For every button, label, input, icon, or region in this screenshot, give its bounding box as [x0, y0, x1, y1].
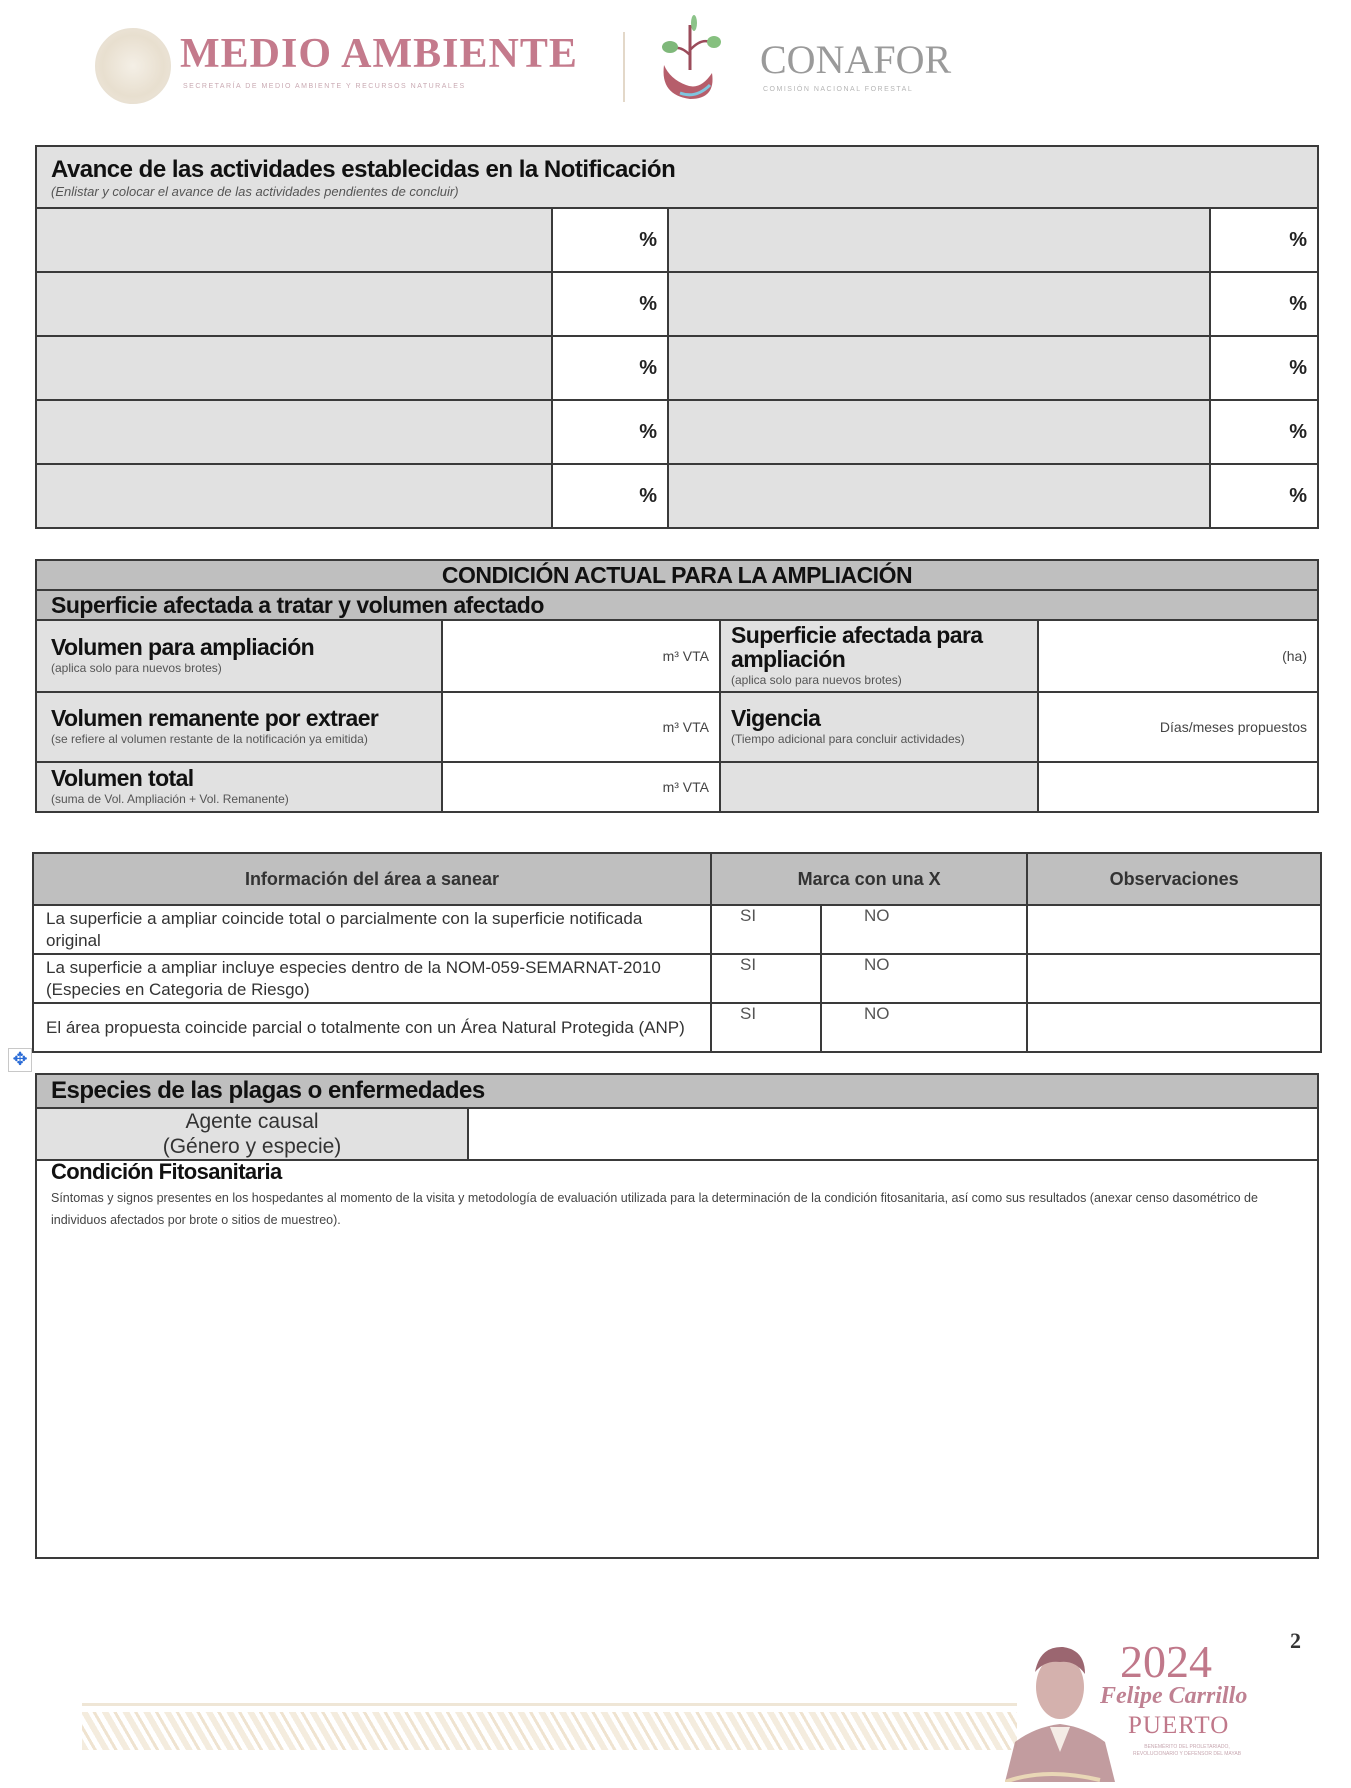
activity-input[interactable] [668, 336, 1210, 400]
vigencia-input[interactable] [1038, 692, 1318, 762]
condicion-subheader [36, 590, 1318, 620]
condicion-row [36, 620, 1318, 692]
condicion-fitosanitaria-cell[interactable] [36, 1160, 1318, 1558]
logo-divider [623, 32, 625, 102]
no-checkbox[interactable]: NO [821, 954, 1027, 1003]
percent-input[interactable]: % [552, 208, 668, 272]
avance-table [35, 145, 1319, 529]
footer-decorative-pattern [82, 1712, 1017, 1750]
condicion-row [36, 692, 1318, 762]
unit-label: (ha) [1282, 648, 1307, 664]
condicion-fitosanitaria-desc: Síntomas y signos presentes en los hospedantes al momento de la visita y metodología de evaluación utilizada para la determinación de la condición fitosanitaria, así como sus resultados (anexar censo dasométrico de individuos afectados por brote o sitios de muestreo). [51, 1191, 1258, 1227]
avance-title: Avance de las actividades establecidas en la Notificación [51, 155, 676, 183]
info-text: La superficie a ampliar incluye especies dentro de la NOM-059-SEMARNAT-2010 (Especies en Categoria de Riesgo) [33, 954, 711, 1003]
page-number: 2 [1290, 1628, 1301, 1653]
header-mark: Marca con una X [711, 853, 1027, 905]
conafor-tree-icon [650, 15, 730, 105]
activity-input[interactable] [36, 208, 552, 272]
field-label: Volumen total [51, 765, 194, 791]
label-cell [36, 762, 442, 812]
field-note: (Tiempo adicional para concluir actividades) [731, 732, 965, 746]
label-cell [36, 692, 442, 762]
info-row [33, 954, 1321, 1003]
volumen-ampliacion-input[interactable] [442, 620, 720, 692]
percent-input[interactable]: % [552, 464, 668, 528]
avance-subtitle: (Enlistar y colocar el avance de las actividades pendientes de concluir) [51, 183, 459, 199]
footer-divider [82, 1703, 1017, 1706]
especies-table [35, 1073, 1319, 1559]
national-seal-icon [95, 28, 171, 104]
year-2024-logo: 2024 [1120, 1636, 1212, 1687]
percent-input[interactable]: % [1210, 272, 1318, 336]
especies-header [36, 1074, 1318, 1108]
si-checkbox[interactable]: SI [711, 954, 821, 1003]
percent-input[interactable]: % [552, 400, 668, 464]
unit-label: m³ VTA [662, 648, 709, 664]
observaciones-input[interactable] [1027, 954, 1321, 1003]
activity-input[interactable] [668, 208, 1210, 272]
conafor-logo-title: CONAFOR [760, 37, 952, 82]
no-checkbox[interactable]: NO [821, 905, 1027, 954]
portrait-icon [1005, 1632, 1115, 1782]
activity-input[interactable] [36, 272, 552, 336]
field-note: (se refiere al volumen restante de la notificación ya emitida) [51, 732, 368, 746]
no-checkbox[interactable]: NO [821, 1003, 1027, 1052]
condicion-row [36, 762, 1318, 812]
page-header [95, 10, 995, 100]
observaciones-input[interactable] [1027, 1003, 1321, 1052]
puerto-title: PUERTO [1128, 1712, 1230, 1739]
agente-causal-label-line1: Agente causal [185, 1110, 319, 1133]
info-row [33, 1003, 1321, 1052]
agente-causal-label-line2: (Género y especie) [162, 1135, 342, 1158]
medio-ambiente-logo-subtitle: SECRETARÍA DE MEDIO AMBIENTE Y RECURSOS NATURALES [183, 83, 466, 90]
info-row [33, 905, 1321, 954]
agente-causal-input[interactable] [468, 1108, 1318, 1160]
activity-input[interactable] [36, 464, 552, 528]
label-cell [720, 692, 1038, 762]
info-text: El área propuesta coincide parcial o totalmente con un Área Natural Protegida (ANP) [33, 1003, 711, 1052]
activity-input[interactable] [668, 272, 1210, 336]
medio-ambiente-logo-title: MEDIO AMBIENTE [180, 31, 578, 77]
unit-label: Días/meses propuestos [1159, 719, 1307, 735]
field-note: (aplica solo para nuevos brotes) [51, 661, 222, 675]
label-cell [36, 620, 442, 692]
info-text: La superficie a ampliar coincide total o parcialmente con la superficie notificada original [33, 905, 711, 954]
percent-input[interactable]: % [1210, 464, 1318, 528]
label-cell [720, 620, 1038, 692]
avance-row [36, 336, 1318, 400]
field-note: (suma de Vol. Ampliación + Vol. Remanente) [51, 792, 289, 806]
percent-input[interactable]: % [1210, 400, 1318, 464]
move-arrows-icon[interactable]: ✥ [8, 1048, 32, 1072]
field-label: Volumen remanente por extraer [51, 705, 379, 731]
unit-label: m³ VTA [662, 719, 709, 735]
percent-input[interactable]: % [552, 272, 668, 336]
field-note: (aplica solo para nuevos brotes) [731, 673, 902, 687]
condicion-table [35, 559, 1319, 813]
volumen-total-input[interactable] [442, 762, 720, 812]
activity-input[interactable] [668, 400, 1210, 464]
info-area-table [32, 852, 1322, 1053]
especies-title: Especies de las plagas o enfermedades [51, 1077, 485, 1104]
avance-row [36, 400, 1318, 464]
si-checkbox[interactable]: SI [711, 1003, 821, 1052]
si-checkbox[interactable]: SI [711, 905, 821, 954]
avance-row [36, 208, 1318, 272]
avance-row [36, 464, 1318, 528]
unit-label: m³ VTA [662, 779, 709, 795]
header-info: Información del área a sanear [33, 853, 711, 905]
field-label: Volumen para ampliación [51, 634, 315, 660]
header-observaciones: Observaciones [1027, 853, 1321, 905]
percent-input[interactable]: % [1210, 336, 1318, 400]
footer-caption: BENEMÉRITO DEL PROLETARIADO, REVOLUCIONARIO Y DEFENSOR DEL MAYAB [1132, 1744, 1242, 1757]
condicion-fitosanitaria-title: Condición Fitosanitaria [51, 1159, 282, 1184]
empty-label-cell [720, 762, 1038, 812]
felipe-carrillo-title: Felipe Carrillo [1100, 1683, 1248, 1709]
conafor-logo-subtitle: COMISIÓN NACIONAL FORESTAL [763, 86, 914, 93]
avance-row [36, 272, 1318, 336]
superficie-ampliacion-input[interactable] [1038, 620, 1318, 692]
activity-input[interactable] [36, 336, 552, 400]
empty-input-cell[interactable] [1038, 762, 1318, 812]
activity-input[interactable] [36, 400, 552, 464]
condicion-subtitle: Superficie afectada a tratar y volumen afectado [51, 591, 544, 618]
condicion-title: CONDICIÓN ACTUAL PARA LA AMPLIACIÓN [441, 561, 913, 588]
field-label: Vigencia [731, 705, 821, 731]
percent-input[interactable]: % [1210, 208, 1318, 272]
volumen-remanente-input[interactable] [442, 692, 720, 762]
observaciones-input[interactable] [1027, 905, 1321, 954]
activity-input[interactable] [668, 464, 1210, 528]
field-label: Superficie afectada para ampliación [731, 622, 983, 672]
condicion-header [36, 560, 1318, 590]
agente-causal-label [36, 1108, 468, 1160]
percent-input[interactable]: % [552, 336, 668, 400]
avance-header [36, 146, 1318, 208]
